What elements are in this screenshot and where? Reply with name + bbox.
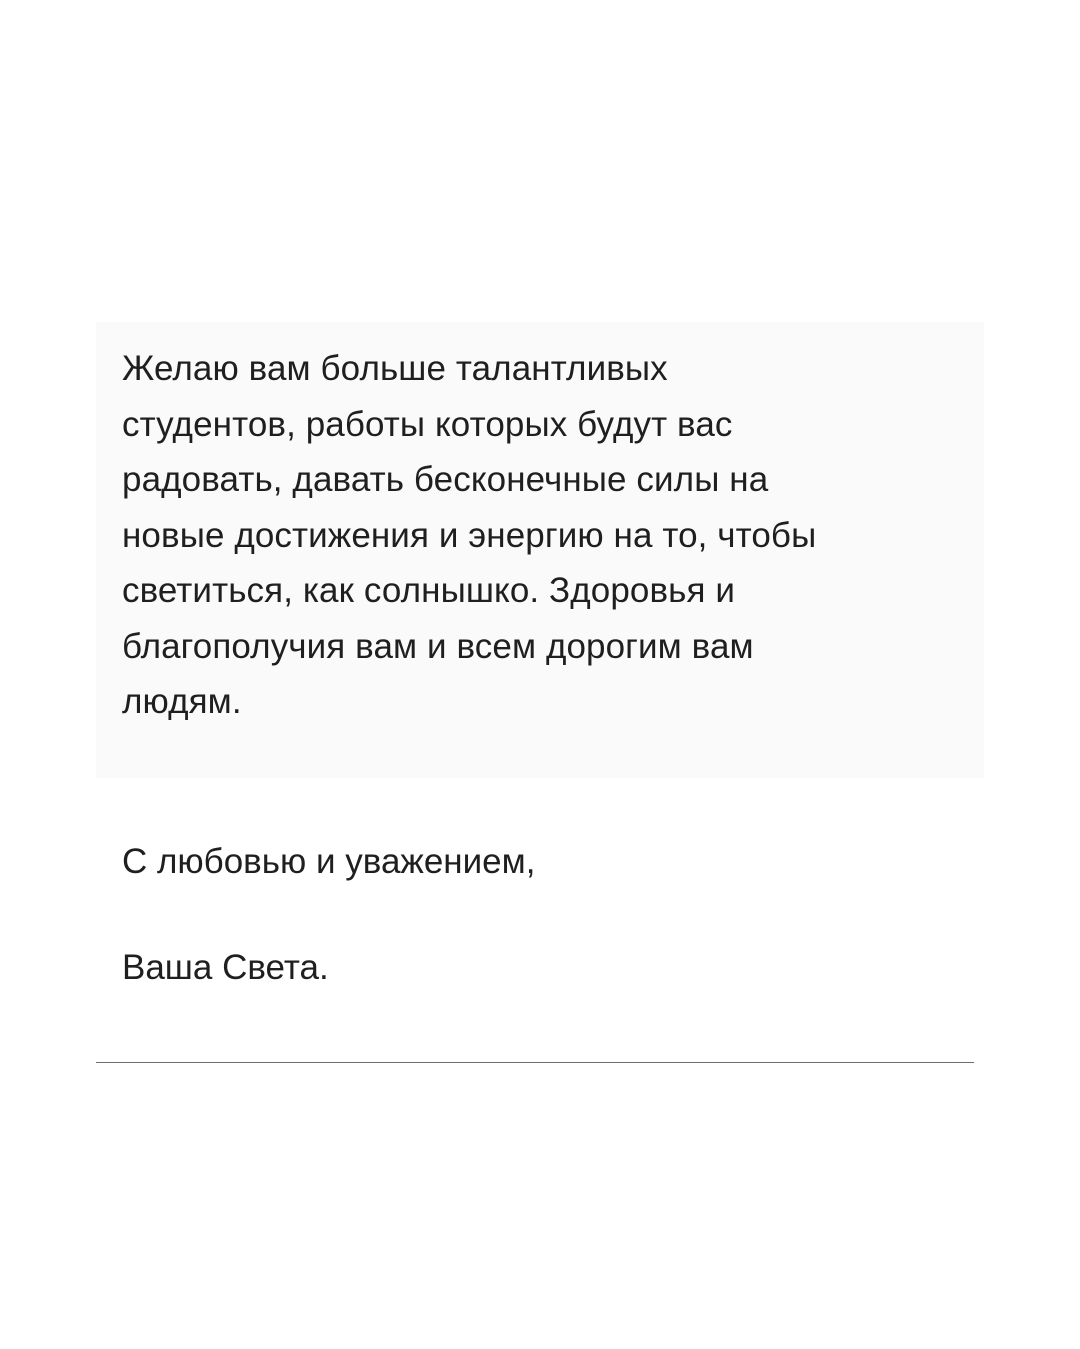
signature-line: Ваша Света. [122, 948, 329, 987]
closing-line: С любовью и уважением, [122, 842, 536, 881]
message-text: Желаю вам больше талантливых студентов, работы которых будут вас радовать, давать бесконечные силы на новые достижения и энергию на то, чтобы светиться, как солнышко. Здоровья и благополучия вам и всем дорогим вам людям. [122, 349, 817, 721]
signoff-block [122, 782, 982, 1047]
divider-line [96, 1062, 974, 1063]
